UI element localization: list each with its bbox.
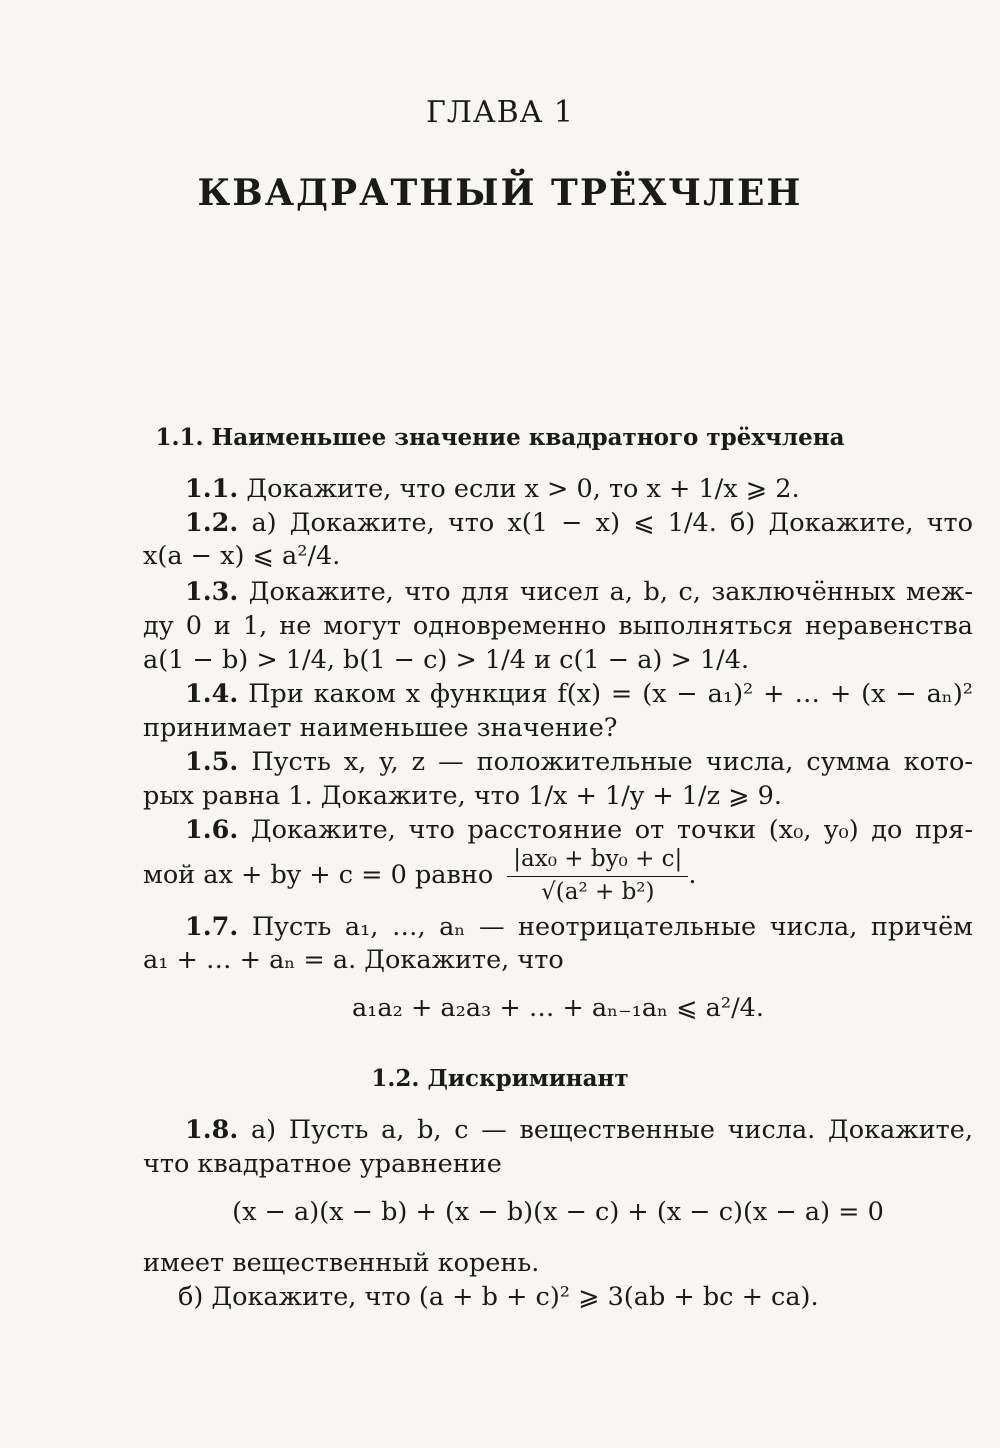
problem-1-2-line-1 [185,508,973,539]
problem-text: мой ax + by + c = 0 равно [143,860,494,891]
problem-number: 1.1. [185,474,239,504]
chapter-title: КВАДРАТНЫЙ ТРЁХЧЛЕН [197,172,803,214]
problem-1-6-line-1 [185,815,973,846]
problem-1-3-line-1 [185,577,973,608]
sentence-end: . [688,860,697,891]
problem-number: 1.6. [185,815,239,845]
problem-number: 1.4. [185,679,239,709]
problem-1-3-line-2: ду 0 и 1, не могут одновременно выполняться неравенства [143,611,973,641]
problem-1-7-line-2: a₁ + … + aₙ = a. Докажите, что [143,945,564,975]
problem-number: 1.8. [185,1115,239,1145]
problem-number: 1.2. [185,508,239,538]
problem-text: Пусть x, y, z — положительные числа, сумма кото- [251,747,973,777]
problem-1-5-line-2: рых равна 1. Докажите, что 1/x + 1/y + 1/z ⩾ 9. [143,781,782,811]
problem-1-8-formula: (x − a)(x − b) + (x − b)(x − c) + (x − c)(x − a) = 0 [232,1197,884,1227]
problem-1-8-line-2: что квадратное уравнение [143,1149,502,1179]
problem-text: Докажите, что расстояние от точки (x₀, y₀) до пря- [250,815,973,845]
problem-1-4-line-1 [185,679,973,710]
fraction-denominator: √(a² + b²) [541,878,655,905]
problem-1-3-line-3: a(1 − b) > 1/4, b(1 − c) > 1/4 и c(1 − a) > 1/4. [143,645,750,675]
problem-1-5-line-1 [185,747,973,778]
problem-1-2-line-2: x(a − x) ⩽ a²/4. [143,541,341,571]
problem-number: 1.5. [185,747,239,777]
problem-text: а) Докажите, что x(1 − x) ⩽ 1/4. б) Докажите, что [251,508,974,538]
problem-1-8-line-4: б) Докажите, что (a + b + c)² ⩾ 3(ab + bc + ca). [178,1282,819,1312]
problem-1-4-line-2: принимает наименьшее значение? [143,713,618,743]
problem-1-6-line-2 [143,846,973,906]
distance-fraction [507,846,688,906]
problem-text: При каком x функция f(x) = (x − a₁)² + … + (x − aₙ)² [248,679,973,709]
problem-text: Докажите, что для чисел a, b, c, заключённых меж- [248,577,974,607]
section-heading-1-2: 1.2. Дискриминант [371,1065,629,1092]
problem-1-7-line-1 [185,912,973,943]
problem-text: а) Пусть a, b, c — вещественные числа. Докажите, [250,1115,973,1145]
problem-text: Пусть a₁, …, aₙ — неотрицательные числа, причём [251,912,973,942]
problem-text: Докажите, что если x > 0, то x + 1/x ⩾ 2. [246,474,800,504]
section-heading-1-1: 1.1. Наименьшее значение квадратного трёхчлена [155,424,845,451]
problem-1-1 [185,474,1000,505]
problem-1-7-formula: a₁a₂ + a₂a₃ + … + aₙ₋₁aₙ ⩽ a²/4. [351,993,764,1023]
chapter-label: ГЛАВА 1 [425,95,574,130]
fraction-numerator: |ax₀ + by₀ + c| [507,846,688,877]
problem-number: 1.3. [185,577,239,607]
problem-1-8-line-1 [185,1115,973,1146]
problem-number: 1.7. [185,912,239,942]
problem-1-8-line-3: имеет вещественный корень. [143,1248,540,1278]
